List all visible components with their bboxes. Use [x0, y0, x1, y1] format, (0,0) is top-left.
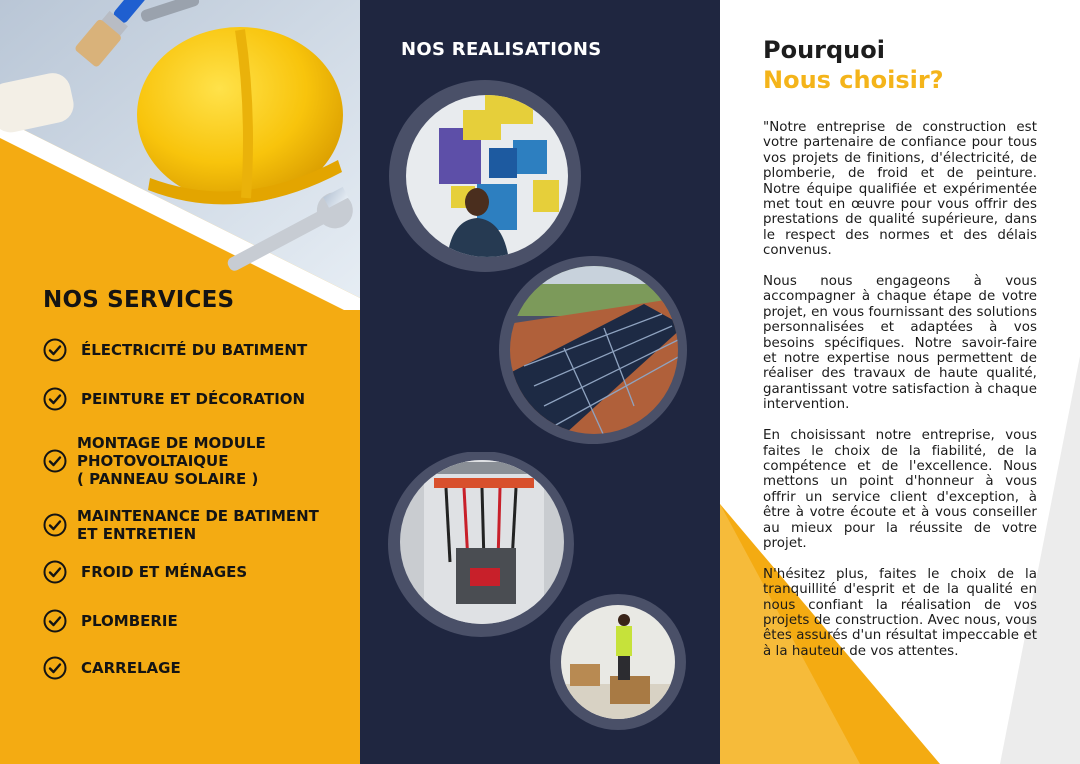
why-paragraph: N'hésitez plus, faites le choix de la tranquillité d'esprit et de la qualité en nous confiant la réalisation de vos projets de construction. Avec nous, vous êtes assurés d'un résultat impeccable et à la hauteur de vos attentes. [763, 566, 1037, 659]
tools-hero-image [0, 0, 360, 310]
services-title: NOS SERVICES [43, 287, 235, 313]
why-choose-panel [720, 0, 1080, 764]
photo-solar-panels-circle [494, 256, 692, 444]
check-circle-icon [43, 449, 67, 473]
why-paragraph: En choisissant notre entreprise, vous faites le choix de la fiabilité, de la compétence et de l'excellence. Nous mettons un point d'honneur à vous offrir un service client d'exception, à être à votre écoute et à vous conseiller au mieux pour la réussite de votre projet. [763, 428, 1037, 551]
service-item [43, 434, 266, 488]
why-body [763, 120, 1037, 675]
realisations-panel [360, 0, 720, 764]
realisations-title: NOS REALISATIONS [401, 39, 602, 60]
service-label: MONTAGE DE MODULE PHOTOVOLTAIQUE ( PANNEAU SOLAIRE ) [77, 434, 266, 488]
check-circle-icon [43, 338, 67, 362]
service-item [43, 338, 307, 362]
check-circle-icon [43, 387, 67, 411]
services-panel [0, 0, 360, 764]
photo-painting-circle [381, 80, 589, 272]
service-item [43, 656, 181, 680]
service-label: PLOMBERIE [81, 612, 178, 630]
service-label: CARRELAGE [81, 659, 181, 677]
service-label: ÉLECTRICITÉ DU BATIMENT [81, 341, 308, 359]
service-item [43, 560, 247, 584]
photo-worker-circle [550, 594, 686, 730]
service-item [43, 507, 319, 543]
check-circle-icon [43, 656, 67, 680]
service-label: FROID ET MÉNAGES [81, 563, 248, 581]
service-item [43, 609, 178, 633]
check-circle-icon [43, 560, 67, 584]
service-label: MAINTENANCE DE BATIMENT ET ENTRETIEN [77, 507, 319, 543]
why-title-line2: Nous choisir? [763, 66, 944, 94]
check-circle-icon [43, 513, 67, 537]
why-paragraph: Nous nous engageons à vous accompagner à chaque étape de votre projet, en vous fournissant des solutions personnalisées et adaptées à vos besoins spécifiques. Notre savoir-faire et notre expertise nous permettent de réaliser des travaux de haute qualité, garantissant votre satisfaction à chaque intervention. [763, 274, 1037, 413]
service-item [43, 387, 305, 411]
why-title-line1: Pourquoi [763, 36, 885, 64]
service-label: PEINTURE ET DÉCORATION [81, 390, 306, 408]
why-paragraph: "Notre entreprise de construction est votre partenaire de confiance pour tous vos projets de finitions, d'électricité, de plomberie, de froid et de peinture. Notre équipe qualifiée et expérimentée met tout en œuvre pour vous offrir des prestations de qualité supérieure, dans le respect des normes et des délais convenus. [763, 120, 1037, 259]
check-circle-icon [43, 609, 67, 633]
